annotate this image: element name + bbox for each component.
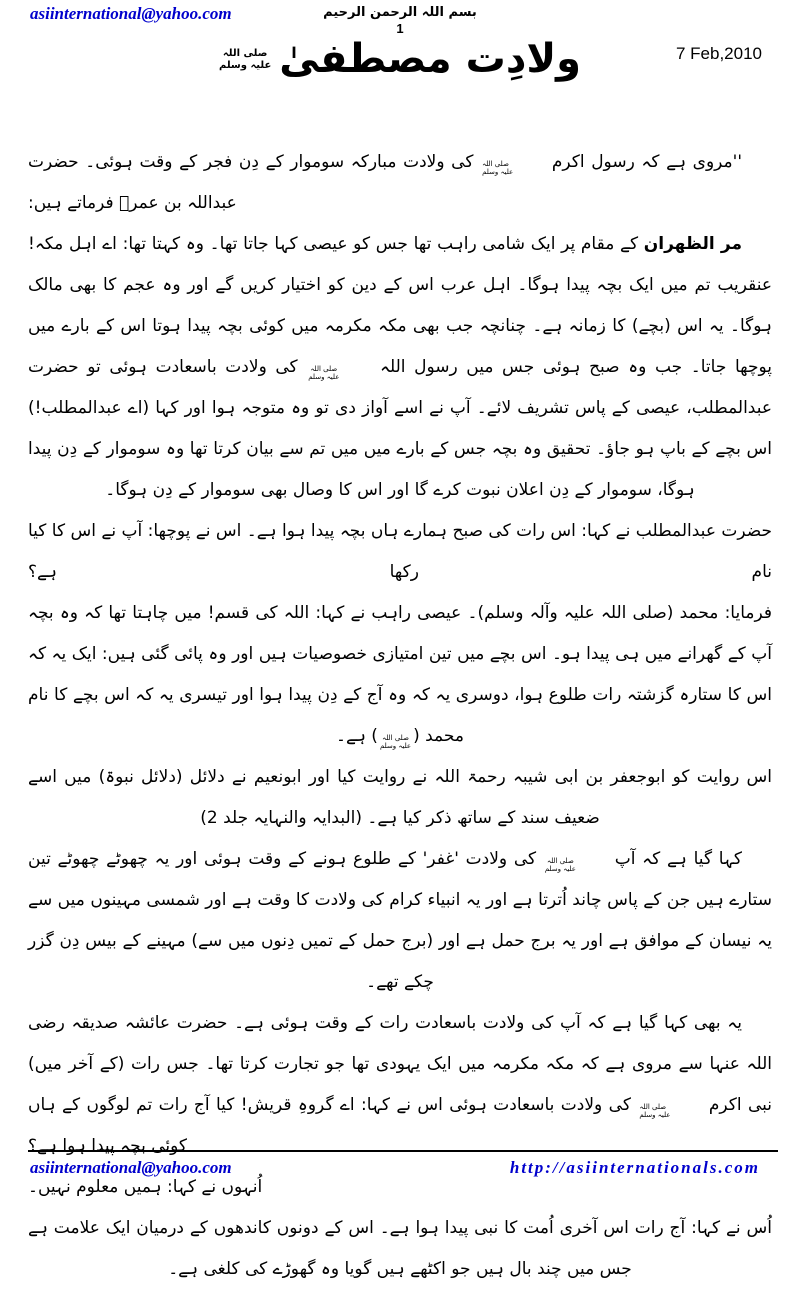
- bismillah-text: بسم اللہ الرحمن الرحیم: [323, 5, 477, 20]
- text-run: کہا گیا ہے کہ آپ: [607, 849, 743, 869]
- saw-line-1: صلی اللہ: [222, 48, 268, 59]
- saw-symbol: صلی اللہ علیہ وسلم: [379, 734, 412, 751]
- text-run: کی ولادت مبارکہ سوموار کے دِن فجر کے وقت ہوئی۔ حضرت عبداللہ بن عمرؓ فرماتے ہیں:: [28, 152, 481, 213]
- paragraph: [28, 757, 772, 839]
- paragraph: [28, 224, 772, 511]
- footer-url-link[interactable]: http://asiinternationals.com: [509, 1158, 760, 1177]
- text-run: کے مقام پر ایک شامی راہب تھا جس کو عیصی کہا جاتا تھا۔ وہ کہتا تھا: اے اہل مکہ! عنقریب تم میں ایک بچہ پیدا ہوگا۔ اہل عرب اس کے دین کو اختیار کریں گے اور وہ عجم کا بھی مالک ہوگا۔ یہ اس (بچے) کا زمانہ ہے۔ چنانچہ جب بھی مکہ مکرمہ میں کوئی بچہ پیدا ہوتا اس کے بارے میں پوچھا جاتا۔ جب وہ صبح ہوئی جس میں رسول اللہ: [28, 234, 772, 377]
- header-email-link[interactable]: asiinternational@yahoo.com: [30, 4, 232, 23]
- saw-symbol: صلی اللہ علیہ وسلم: [482, 160, 514, 177]
- saw-symbol: صلی اللہ علیہ وسلم: [544, 857, 576, 874]
- page-number: 1: [396, 21, 404, 36]
- date-text: 7 Feb,2010: [675, 44, 762, 63]
- paragraph: [28, 839, 772, 1003]
- text-run: اُنہوں نے کہا: ہمیں معلوم نہیں۔: [28, 1177, 263, 1197]
- document-body: [28, 142, 772, 1290]
- text-run: اُس نے کہا: آج رات اس آخری اُمت کا نبی پیدا ہوا ہے۔ اس کے دونوں کاندھوں کے درمیان ایک علامت ہے جس میں چند بال ہیں جو اکٹھے ہیں گویا وہ گھوڑے کی کلغی ہے۔: [28, 1218, 772, 1279]
- text-run: اس روایت کو ابوجعفر بن ابی شیبہ رحمۃ اللہ نے روایت کیا اور ابونعیم نے دلائل (دلائل نبوۃ) میں اسے ضعیف سند کے ساتھ ذکر کیا ہے۔ (البدایہ والنہایہ جلد 2): [28, 767, 772, 828]
- saw-symbol: صلی اللہ علیہ وسلم: [308, 365, 340, 382]
- saw-symbol: [219, 48, 271, 71]
- text-run: ) ہے۔: [336, 726, 378, 746]
- paragraph: [28, 1208, 772, 1290]
- paragraph: [28, 511, 772, 593]
- paragraph: [28, 142, 772, 224]
- bold-text-run: مر الظهران: [643, 234, 742, 254]
- paragraph: [28, 1003, 772, 1167]
- footer-divider: [28, 1150, 778, 1152]
- text-run: کی ولادت 'غفر' کے طلوع ہونے کے وقت ہوئی اور یہ چھوٹے چھوٹے تین ستارے ہیں جن کے پاس چاند اُترتا ہے اور یہ انبیاء کرام کی ولادت کا وقت ہے اور شمسی مہینوں میں سے یہ نیسان کے موافق ہے اور یہ برج حمل ہے اور (برج حمل کے تمیں دِنوں میں سے) مہینے کے بیس دِن گزر چکے تھے۔: [28, 849, 772, 992]
- saw-symbol: صلی اللہ علیہ وسلم: [639, 1103, 671, 1120]
- text-run: ''مروی ہے کہ رسول اکرم: [545, 152, 742, 172]
- footer-email-link[interactable]: asiinternational@yahoo.com: [30, 1158, 232, 1177]
- page-title: [0, 36, 800, 82]
- text-run: کی ولادت باسعادت ہوئی تو حضرت عبدالمطلب، عیصی کے پاس تشریف لائے۔ آپ نے اسے آواز دی تو وہ متوجہ ہوا اور کہا (اے عبدالمطلب!) اس بچے کے باپ ہو جاؤ۔ تحقیق وہ بچہ جس کے بارے میں میں تم سے بیان کرتا تھا وہ سوموار کے دِن پیدا ہوگا، سوموار کے دِن اعلان نبوت کرے گا اور اس کا وصال بھی سوموار کے دِن ہوگا۔: [28, 357, 772, 500]
- text-run: کی ولادت باسعادت ہوئی اس نے کہا: اے گروہِ قریش! کیا آج رات تم لوگوں کے ہاں کوئی بچہ پیدا ہوا ہے؟: [28, 1095, 638, 1156]
- title-calligraphy: ولادِت مصطفیٰ: [279, 36, 581, 82]
- text-run: یہ بھی کہا گیا ہے کہ آپ کی ولادت باسعادت رات کے وقت ہوئی ہے۔ حضرت عائشہ صدیقہ رضی اللہ عنہا سے مروی ہے کہ مکہ مکرمہ میں ایک یہودی تھا جو تجارت کرتا تھا۔ جس رات (کے آخر میں) نبی اکرم: [28, 1013, 772, 1115]
- paragraph: [28, 593, 772, 757]
- text-run: فرمایا: محمد (صلی اللہ علیہ وآلہ وسلم)۔ عیصی راہب نے کہا: اللہ کی قسم! میں چاہتا تھا کہ وہ بچہ آپ کے گھرانے میں ہی پیدا ہو۔ اس بچے میں تین امتیازی خصوصیات ہیں اور وہ پائی گئی ہیں: ایک یہ کہ اس کا ستارہ گزشتہ رات طلوع ہوا، دوسری یہ کہ وہ آج کے دِن پیدا ہوا اور تیسری یہ کہ اس بچے کا نام محمد (: [28, 603, 772, 746]
- saw-line-2: علیہ وسلم: [218, 59, 272, 71]
- text-run: حضرت عبدالمطلب نے کہا: اس رات کی صبح ہمارے ہاں بچہ پیدا ہوا ہے۔ اس نے پوچھا: آپ نے اس کا کیا نام رکھا ہے؟: [28, 521, 772, 582]
